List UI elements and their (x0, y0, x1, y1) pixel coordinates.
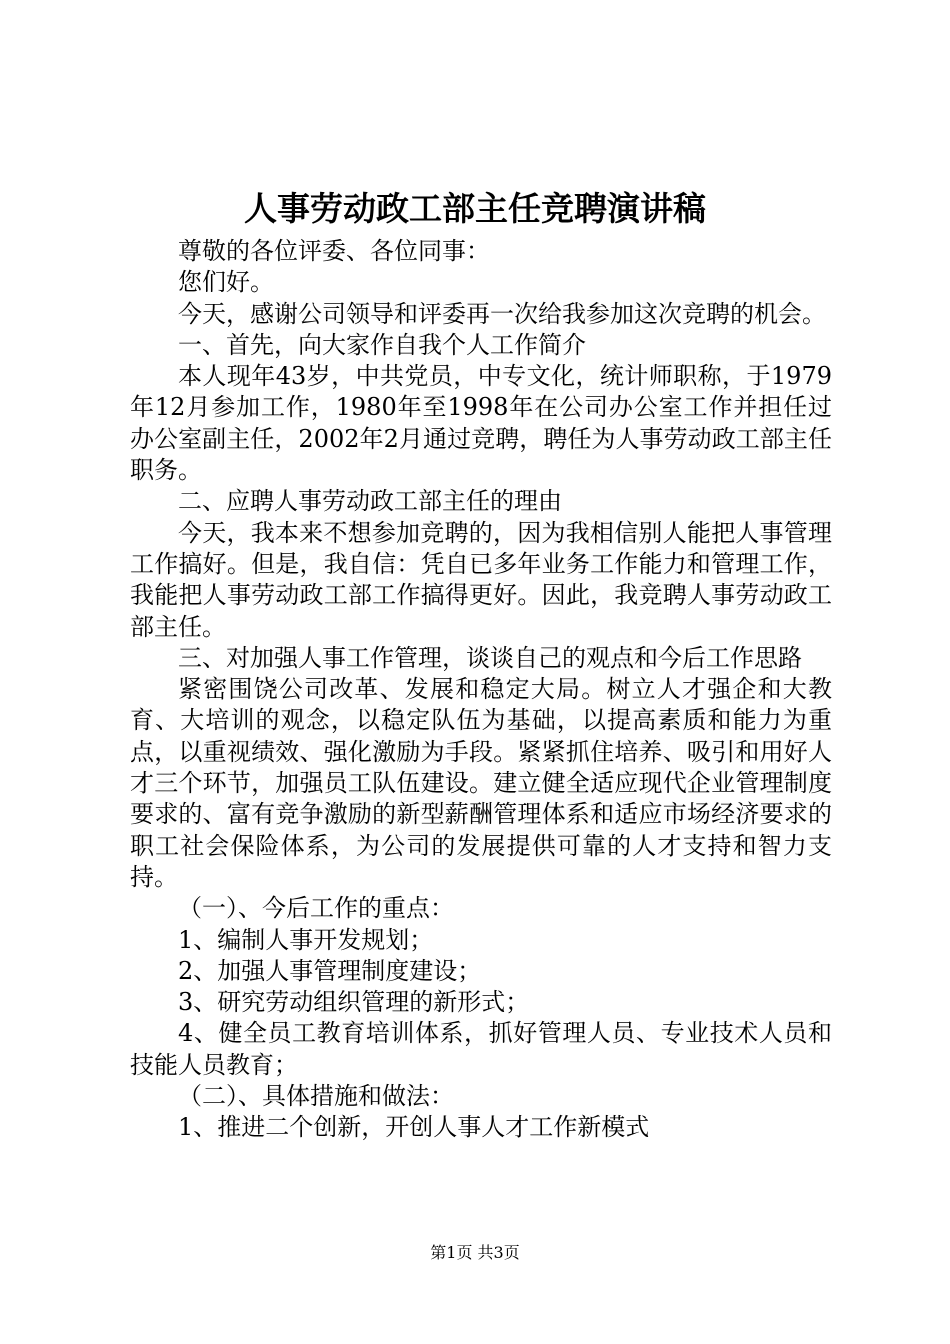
list-item: 4、健全员工教育培训体系，抓好管理人员、专业技术人员和技能人员教育； (130, 1019, 832, 1079)
subsection-heading-2: （二）、具体措施和做法： (178, 1082, 454, 1111)
document-title: 人事劳动政工部主任竞聘演讲稿 (244, 189, 706, 228)
paragraph-approach: 紧密围饶公司改革、发展和稳定大局。树立人才强企和大教育、大培训的观念，以稳定队伍为基础，以提高素质和能力为重点，以重视绩效、强化激励为手段。紧紧抓住培养、吸引和用好人才三个环节，加强员工队伍建设。建立健全适应现代企业管理制度要求的、富有竞争激励的新型薪酬管理体系和适应市场经济要求的职工社会保险体系，为公司的发展提供可靠的人才支持和智力支持。 (130, 675, 832, 891)
paragraph-self-intro: 本人现年43岁，中共党员，中专文化，统计师职称，于1979年12月参加工作，1980年至1998年在公司办公室工作并担任过办公室副主任，2002年2月通过竞聘，聘任为人事劳动政工部主任职务。 (130, 362, 832, 485)
subsection-heading-1: （一）、今后工作的重点： (178, 894, 454, 923)
greeting: 您们好。 (178, 268, 274, 297)
paragraph-thanks: 今天，感谢公司领导和评委再一次给我参加这次竞聘的机会。 (178, 299, 826, 328)
salutation: 尊敬的各位评委、各位同事： (178, 237, 490, 265)
page-number-footer: 第1页 共3页 (430, 1243, 520, 1262)
list-item: 3、研究劳动组织管理的新形式； (178, 988, 530, 1017)
list-item: 1、推进二个创新，开创人事人才工作新模式 (178, 1113, 650, 1142)
section-heading-1: 一、首先，向大家作自我个人工作简介 (178, 330, 586, 359)
list-item: 2、加强人事管理制度建设； (178, 956, 482, 985)
section-heading-3: 三、对加强人事工作管理，谈谈自己的观点和今后工作思路 (178, 643, 802, 672)
paragraph-reasons: 今天，我本来不想参加竞聘的，因为我相信别人能把人事管理工作搞好。但是，我自信：凭自已多年业务工作能力和管理工作，我能把人事劳动政工部工作搞得更好。因此，我竞聘人事劳动政工部主任。 (130, 518, 832, 641)
list-item: 1、编制人事开发规划； (178, 925, 434, 954)
document-body (130, 236, 832, 1144)
section-heading-2: 二、应聘人事劳动政工部主任的理由 (178, 487, 562, 516)
